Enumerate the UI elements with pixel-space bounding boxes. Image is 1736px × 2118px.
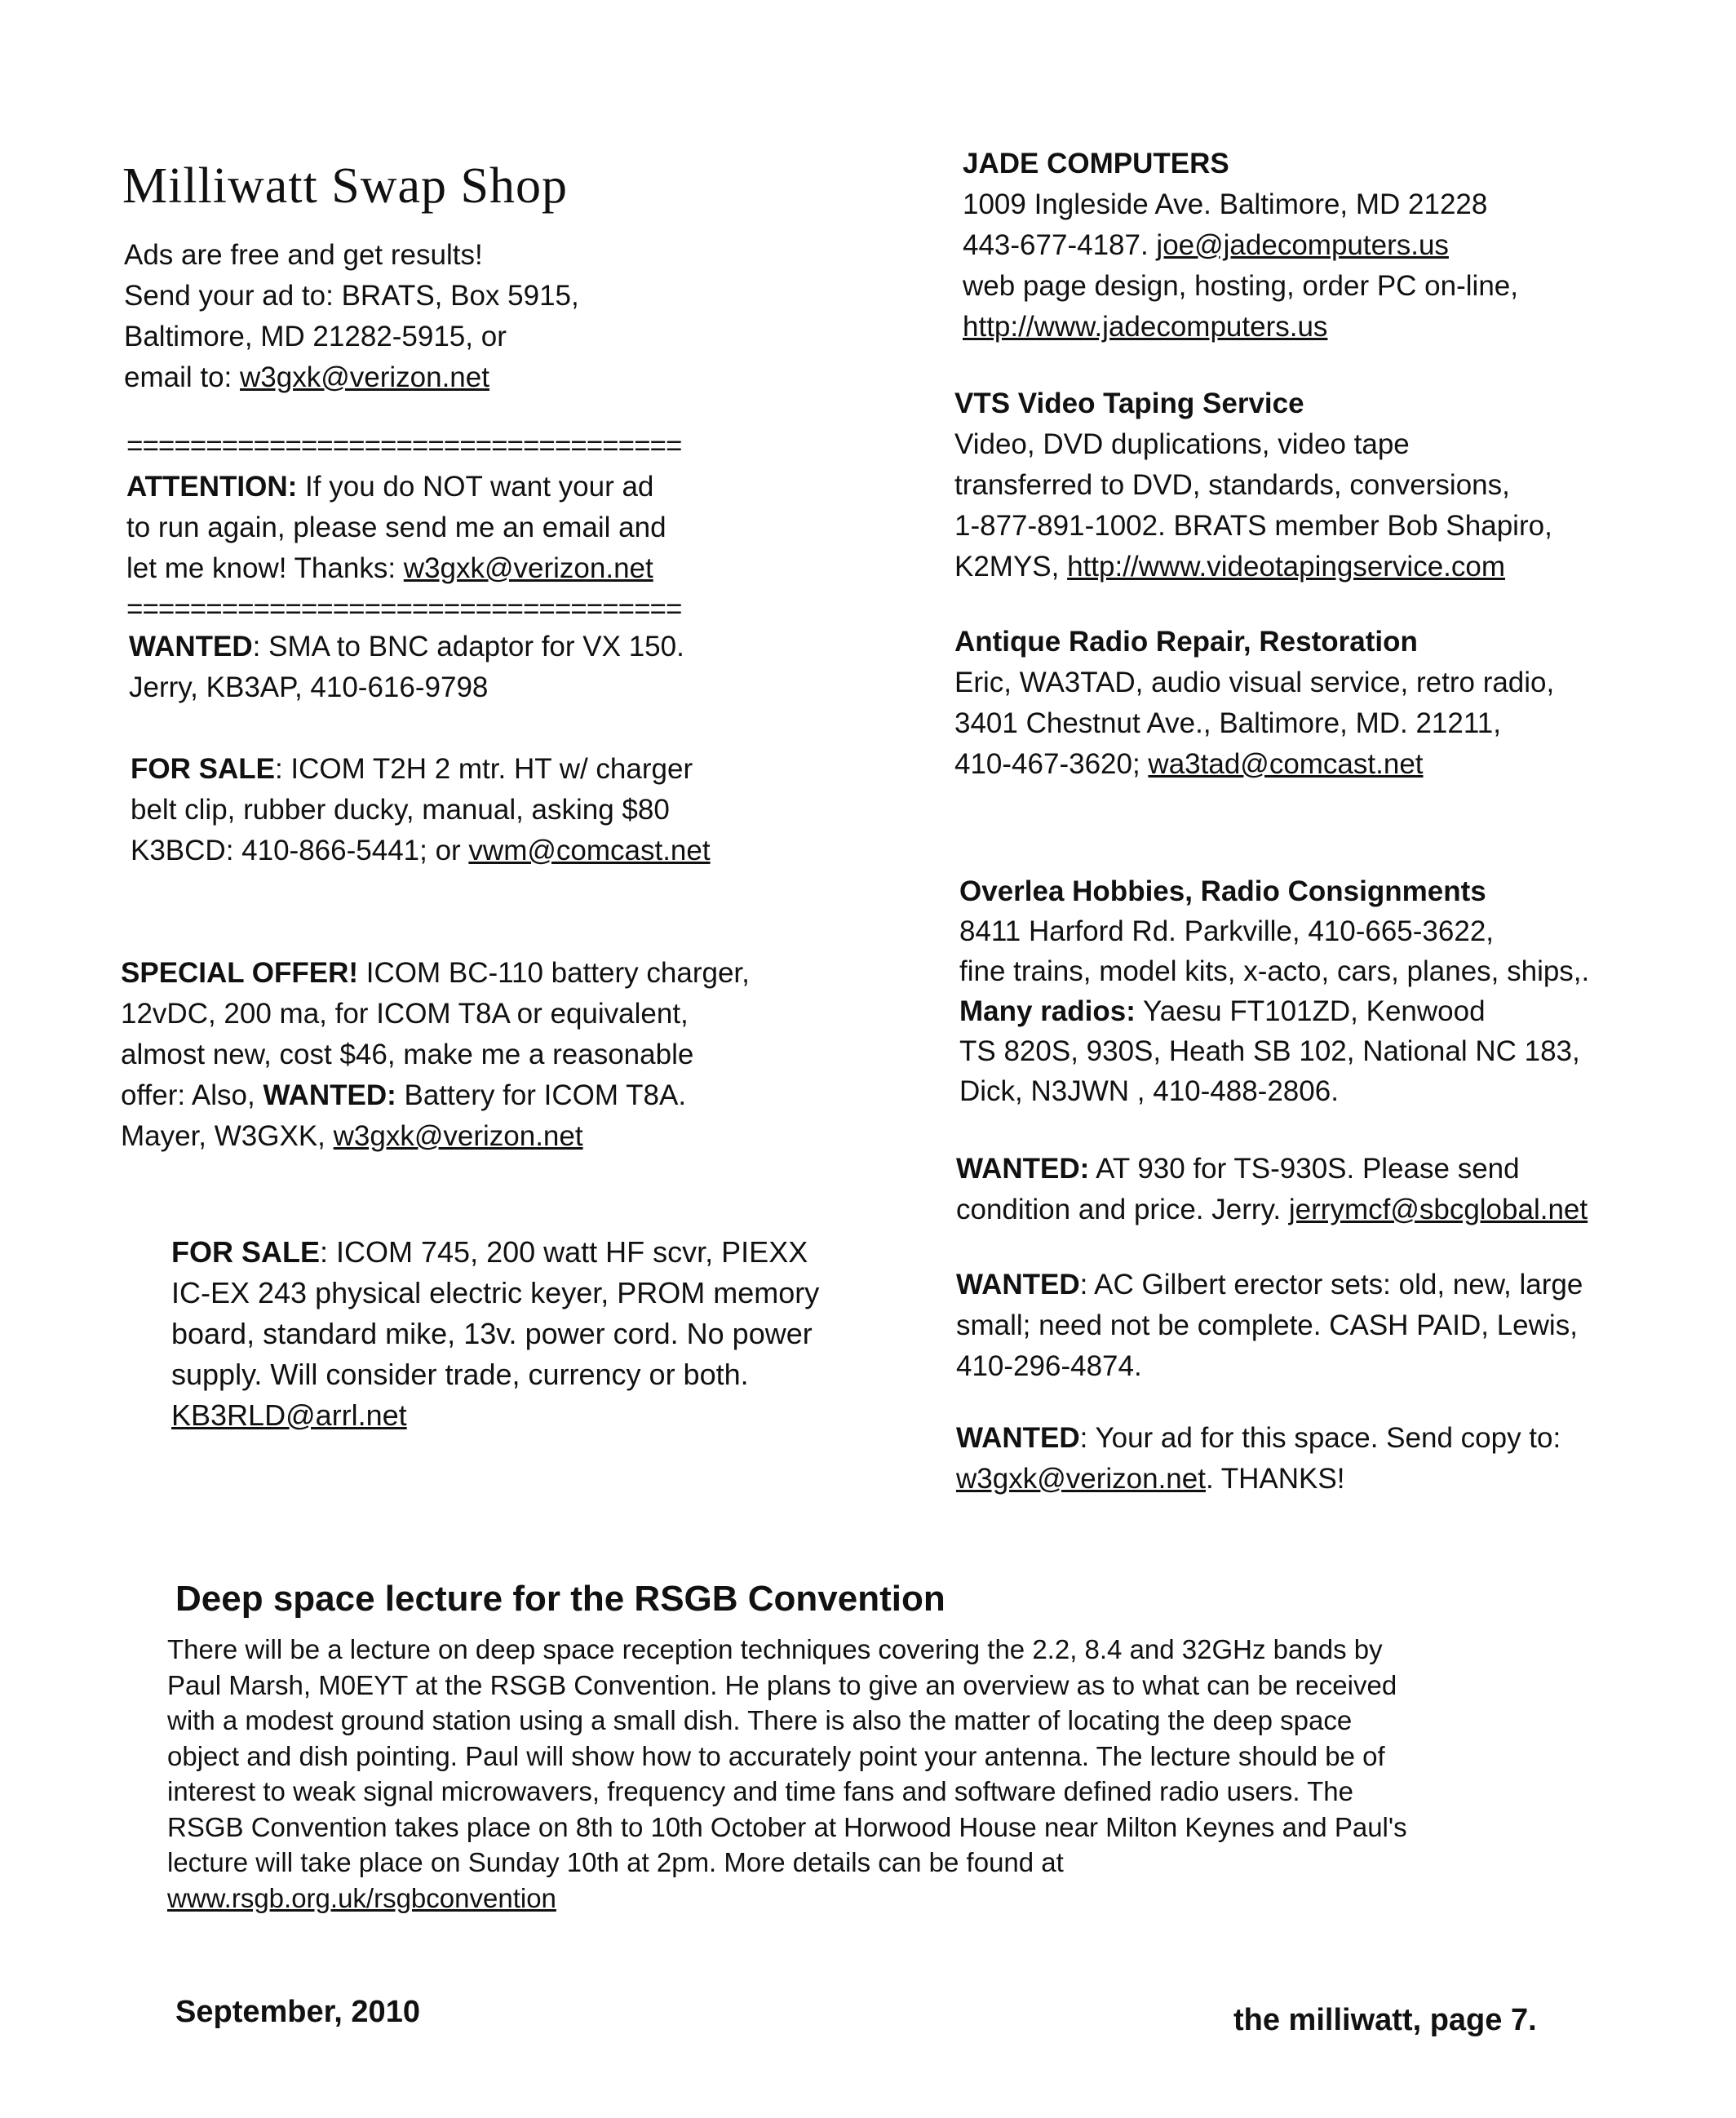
intro-line: [124, 357, 579, 398]
ad-antique-radio: [954, 622, 1554, 785]
ad-prefix: Mayer, W3GXK,: [121, 1120, 334, 1152]
business-name: VTS Video Taping Service: [954, 388, 1304, 419]
ad-line: almost new, cost $46, make me a reasonable: [121, 1039, 694, 1070]
ad-line: TS 820S, 930S, Heath SB 102, National NC 183,: [959, 1035, 1580, 1067]
business-name: JADE COMPUTERS: [963, 148, 1229, 179]
ad-email-link[interactable]: vwm@comcast.net: [468, 835, 711, 866]
ad-line: [954, 547, 1552, 587]
jade-website-link[interactable]: http://www.jadecomputers.us: [963, 311, 1328, 343]
ad-label: SPECIAL OFFER!: [121, 957, 359, 989]
ad-line: fine trains, model kits, x-acto, cars, planes, ships,.: [959, 955, 1590, 987]
attention-line: to run again, please send me an email and: [126, 512, 666, 543]
separator-rule: ===================================: [126, 430, 682, 462]
ad-text: : ICOM 745, 200 watt HF scvr, PIEXX: [320, 1235, 808, 1269]
ad-line: 8411 Harford Rd. Parkville, 410-665-3622,: [959, 915, 1495, 947]
ad-your-ad: [956, 1418, 1561, 1500]
your-ad-email-link[interactable]: w3gxk@verizon.net: [956, 1463, 1206, 1495]
ad-text: ICOM BC-110 battery charger,: [358, 957, 750, 989]
article-line: Paul Marsh, M0EYT at the RSGB Convention. He plans to give an overview as to what can be received: [167, 1669, 1397, 1700]
ad-line: [956, 1190, 1588, 1230]
ad-text: : Your ad for this space. Send copy to:: [1079, 1422, 1561, 1454]
ad-text: : SMA to BNC adaptor for VX 150.: [252, 631, 684, 662]
ad-line: Eric, WA3TAD, audio visual service, retro radio,: [954, 667, 1555, 698]
ad-line: [121, 953, 750, 994]
ad-line: IC-EX 243 physical electric keyer, PROM memory: [171, 1276, 820, 1309]
ad-line: [171, 1232, 819, 1273]
business-name: Antique Radio Repair, Restoration: [954, 626, 1418, 658]
ad-gilbert-erector: [956, 1265, 1583, 1387]
ad-vts-video: [954, 383, 1552, 587]
ad-line: 410-296-4874.: [956, 1350, 1142, 1382]
intro-email-link[interactable]: w3gxk@verizon.net: [240, 361, 489, 393]
attention-label: ATTENTION:: [126, 471, 298, 503]
ad-line: [121, 1075, 750, 1116]
ad-text: : ICOM T2H 2 mtr. HT w/ charger: [274, 753, 693, 785]
ad-line: 3401 Chestnut Ave., Baltimore, MD. 21211,: [954, 707, 1501, 739]
article-line: There will be a lecture on deep space reception techniques covering the 2.2, 8.4 and 32GHz bands by: [167, 1634, 1383, 1664]
attention-line: [126, 467, 746, 507]
intro-line: Send your ad to: BRATS, Box 5915,: [124, 280, 579, 312]
ad-line: small; need not be complete. CASH PAID, Lewis,: [956, 1309, 1578, 1341]
ad-line: [131, 749, 711, 790]
ad-prefix: K2MYS,: [954, 551, 1068, 583]
jade-email-link[interactable]: joe@jadecomputers.us: [1156, 229, 1449, 261]
article-line: object and dish pointing. Paul will show how to accurately point your antenna. The lecture should be of: [167, 1740, 1385, 1771]
swap-shop-title: Milliwatt Swap Shop: [122, 158, 569, 214]
at930-email-link[interactable]: jerrymcf@sbcglobal.net: [1288, 1194, 1588, 1225]
footer-date: September, 2010: [175, 1995, 420, 2029]
ad-line: Video, DVD duplications, video tape: [954, 428, 1410, 460]
attention-text: If you do NOT want your ad: [297, 471, 654, 503]
article-line: lecture will take place on Sunday 10th at 2pm. More details can be found at: [167, 1847, 1064, 1877]
ad-line: board, standard mike, 13v. power cord. No power: [171, 1317, 813, 1350]
antique-email-link[interactable]: wa3tad@comcast.net: [1148, 748, 1424, 780]
separator-rule: ===================================: [126, 593, 682, 625]
ad-email-link[interactable]: KB3RLD@arrl.net: [171, 1398, 407, 1432]
ad-overlea-hobbies: [959, 871, 1589, 1111]
ad-line: Dick, N3JWN , 410-488-2806.: [959, 1075, 1339, 1107]
ad-sma-adaptor: [129, 627, 684, 708]
ad-label: WANTED:: [263, 1079, 396, 1111]
ad-text: AT 930 for TS-930S. Please send: [1089, 1153, 1520, 1185]
ad-line: 12vDC, 200 ma, for ICOM T8A or equivalent,: [121, 998, 689, 1030]
intro-line: Ads are free and get results!: [124, 239, 483, 271]
ad-label: Many radios:: [959, 995, 1136, 1027]
attention-line: [126, 548, 746, 589]
ad-line: [956, 1149, 1588, 1190]
ad-line: [121, 1116, 750, 1157]
article-line: interest to weak signal microwavers, frequency and time fans and software defined radio users. The: [167, 1776, 1353, 1806]
article-line: RSGB Convention takes place on 8th to 10th October at Horwood House near Milton Keynes and Paul's: [167, 1811, 1407, 1842]
ad-prefix: offer: Also,: [121, 1079, 264, 1111]
ad-label: FOR SALE: [171, 1235, 321, 1269]
ad-prefix: 443-677-4187.: [963, 229, 1157, 261]
ad-email-link[interactable]: w3gxk@verizon.net: [333, 1120, 583, 1152]
ad-prefix: 410-467-3620;: [954, 748, 1149, 780]
vts-website-link[interactable]: http://www.videotapingservice.com: [1067, 551, 1506, 583]
attention-email-link[interactable]: w3gxk@verizon.net: [403, 552, 653, 584]
ad-text: . THANKS!: [1205, 1463, 1345, 1495]
ad-line: Jerry, KB3AP, 410-616-9798: [129, 671, 489, 703]
business-name: Overlea Hobbies, Radio Consignments: [959, 875, 1486, 907]
ad-line: [129, 627, 684, 667]
ad-line: 1009 Ingleside Ave. Baltimore, MD 21228: [963, 188, 1488, 220]
attention-notice: [126, 426, 746, 630]
attention-prefix: let me know! Thanks:: [126, 552, 404, 584]
ad-text: Yaesu FT101ZD, Kenwood: [1135, 995, 1486, 1027]
ad-line: 1-877-891-1002. BRATS member Bob Shapiro,: [954, 510, 1552, 542]
ad-line: belt clip, rubber ducky, manual, asking $80: [131, 794, 670, 826]
swap-shop-intro: [124, 235, 579, 398]
ad-icom-745: [171, 1232, 819, 1436]
ad-icom-t2h: [131, 749, 711, 871]
ad-special-offer: [121, 953, 750, 1157]
ad-label: WANTED: [129, 631, 253, 662]
ad-label: FOR SALE: [131, 753, 275, 785]
ad-prefix: condition and price. Jerry.: [956, 1194, 1289, 1225]
ad-line: [963, 225, 1518, 266]
ad-line: [956, 1459, 1561, 1500]
ad-text: Battery for ICOM T8A.: [396, 1079, 687, 1111]
ad-label: WANTED: [956, 1422, 1080, 1454]
ad-line: [956, 1418, 1561, 1459]
ad-line: [956, 1265, 1583, 1305]
article-line: with a modest ground station using a small dish. There is also the matter of locating the deep space: [167, 1705, 1353, 1735]
article-body: [167, 1632, 1407, 1916]
ad-line: supply. Will consider trade, currency or both.: [171, 1358, 749, 1391]
ad-jade-computers: [963, 144, 1518, 348]
ad-text: : AC Gilbert erector sets: old, new, large: [1079, 1269, 1583, 1300]
ad-line: transferred to DVD, standards, conversions,: [954, 469, 1510, 501]
ad-label: WANTED:: [956, 1153, 1090, 1185]
ad-line: [954, 744, 1554, 785]
footer-page-number: the milliwatt, page 7.: [1233, 2003, 1537, 2037]
article-headline: Deep space lecture for the RSGB Convention: [175, 1579, 946, 1619]
ad-at930: [956, 1149, 1588, 1230]
ad-line: web page design, hosting, order PC on-line,: [963, 270, 1518, 302]
article-url-link[interactable]: www.rsgb.org.uk/rsgbconvention: [167, 1882, 556, 1913]
intro-line: Baltimore, MD 21282-5915, or: [124, 321, 507, 352]
ad-line: [959, 991, 1589, 1031]
intro-email-prefix: email to:: [124, 361, 240, 393]
ad-line: [131, 831, 711, 871]
ad-label: WANTED: [956, 1269, 1080, 1300]
ad-prefix: K3BCD: 410-866-5441; or: [131, 835, 469, 866]
